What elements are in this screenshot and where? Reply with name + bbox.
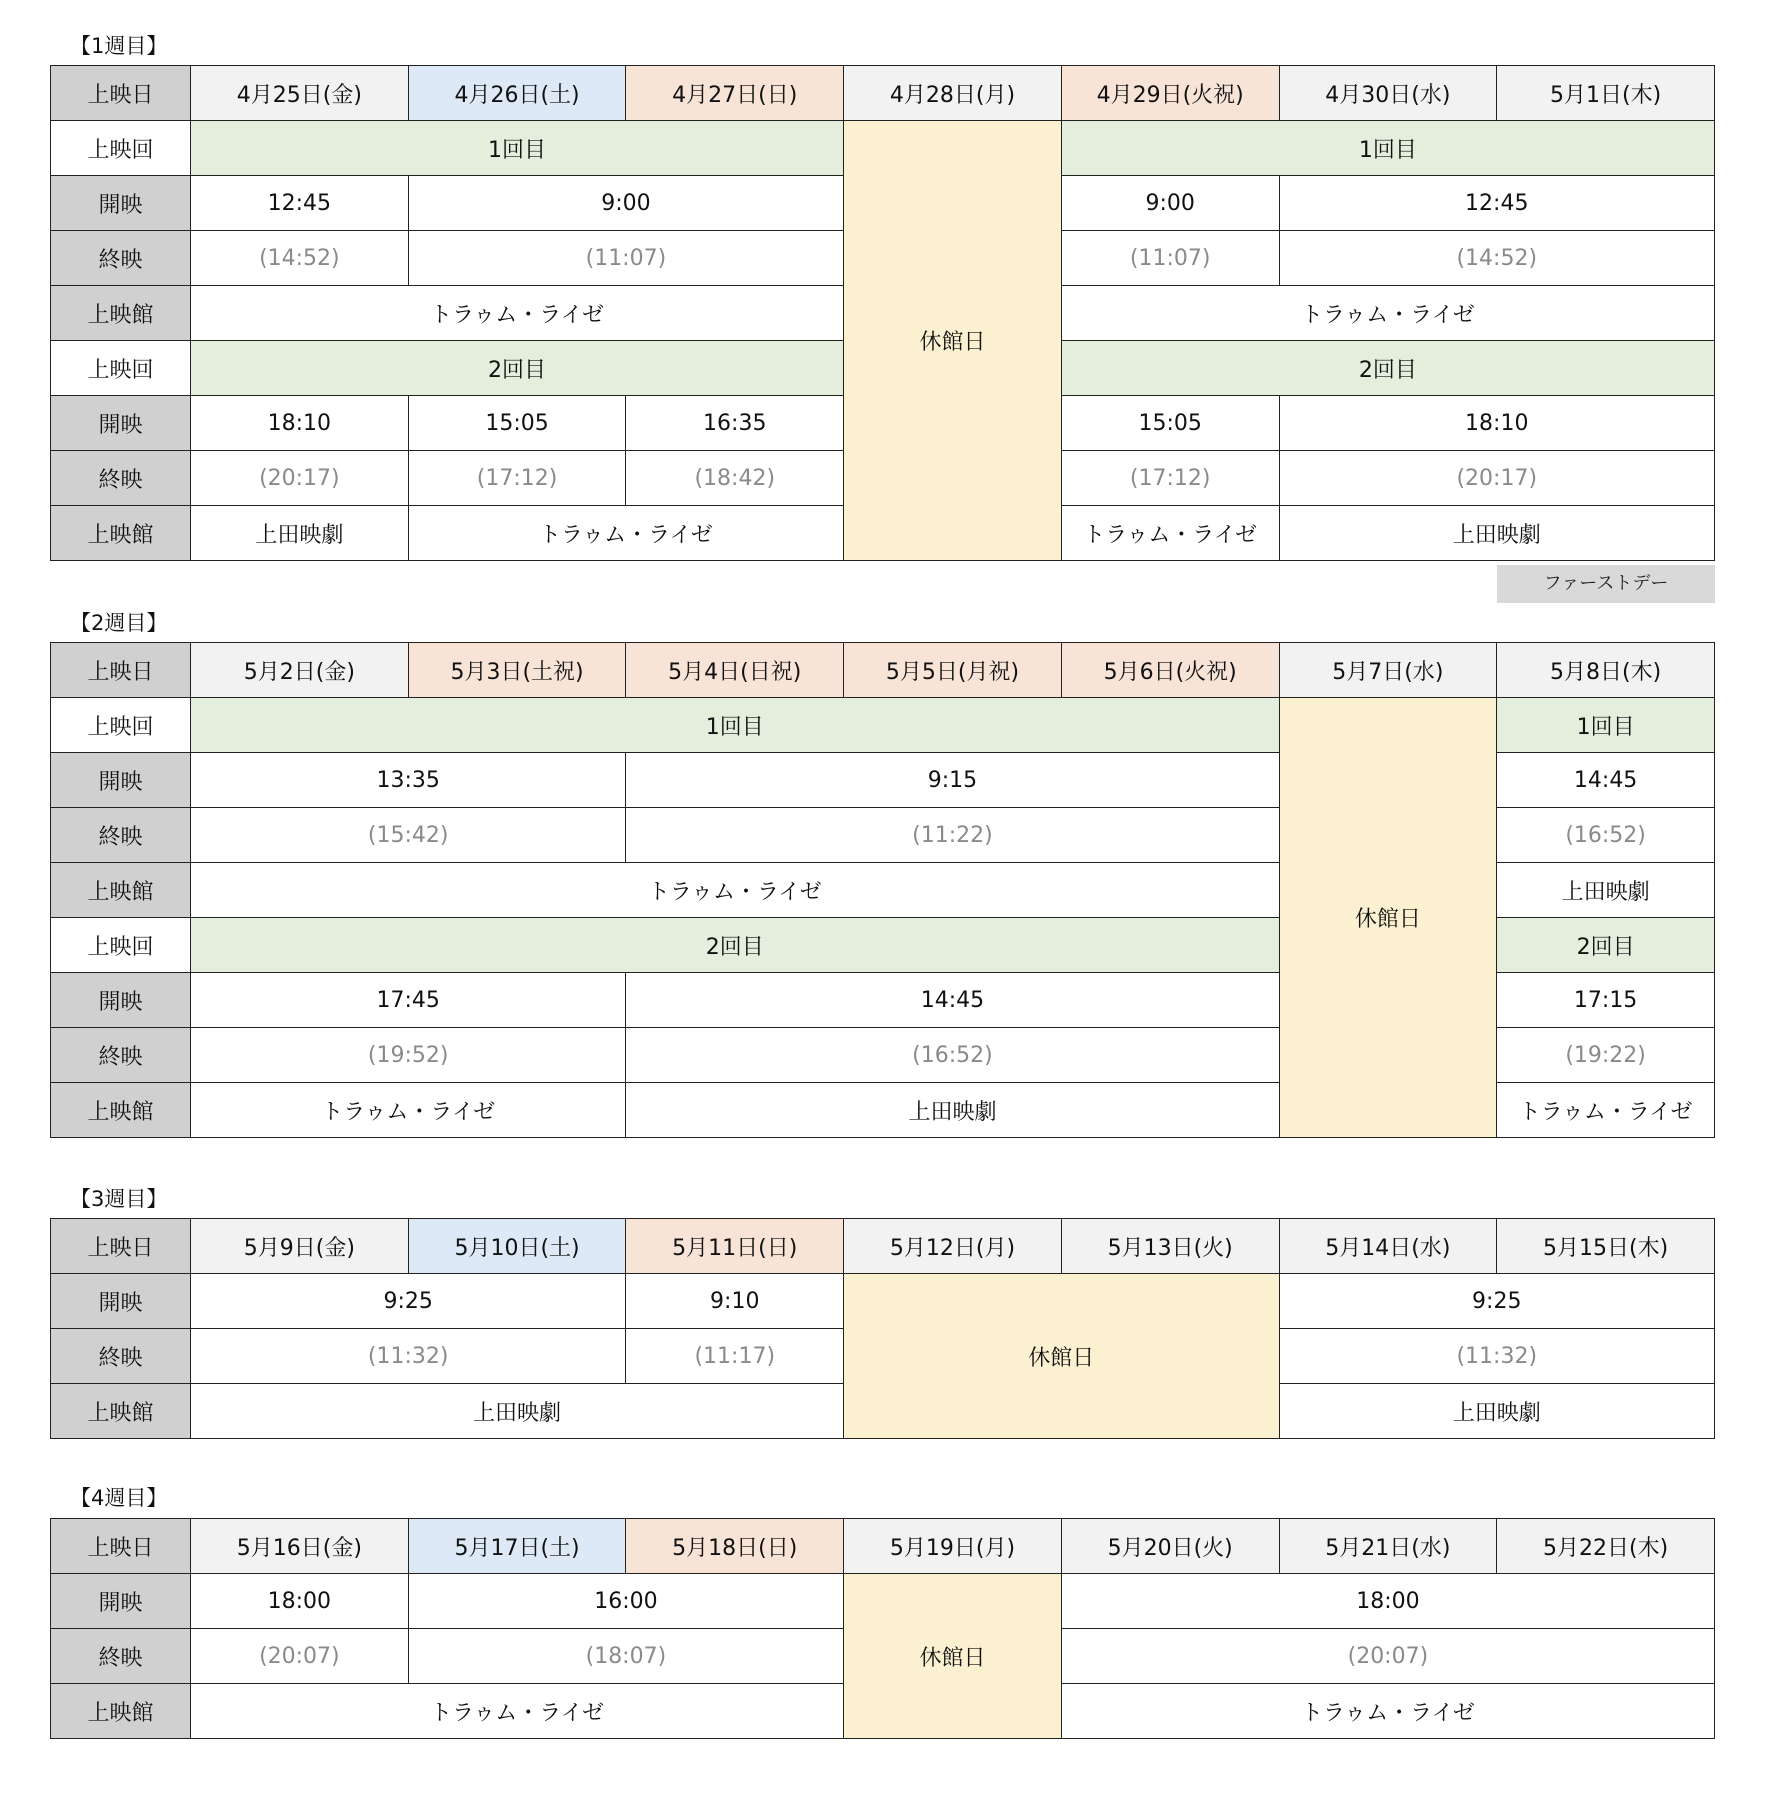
date-cell: 4月30日(水) bbox=[1279, 66, 1497, 121]
end-row-label: 終映 bbox=[51, 1629, 191, 1684]
closed-day-cell: 休館日 bbox=[844, 1574, 1062, 1739]
end-time-cell: (15:42) bbox=[191, 808, 626, 863]
date-cell: 4月26日(土) bbox=[408, 66, 626, 121]
date-cell: 5月9日(金) bbox=[191, 1219, 409, 1274]
start-time-cell: 18:10 bbox=[1279, 396, 1714, 451]
start-time-cell: 16:35 bbox=[626, 396, 844, 451]
showing-row-label: 上映回 bbox=[51, 918, 191, 973]
venue-row-label: 上映館 bbox=[51, 1083, 191, 1138]
end-time-cell: (16:52) bbox=[626, 1028, 1279, 1083]
showing-cell: 2回目 bbox=[1061, 341, 1714, 396]
start-time-cell: 9:10 bbox=[626, 1274, 844, 1329]
start-row-label: 開映 bbox=[51, 1574, 191, 1629]
date-cell: 5月12日(月) bbox=[844, 1219, 1062, 1274]
venue-row-label: 上映館 bbox=[51, 286, 191, 341]
end-time-cell: (14:52) bbox=[191, 231, 409, 286]
start-time-cell: 17:45 bbox=[191, 973, 626, 1028]
start-time-cell: 17:15 bbox=[1497, 973, 1715, 1028]
venue-cell: トラゥム・ライゼ bbox=[191, 863, 1280, 918]
date-cell: 5月18日(日) bbox=[626, 1519, 844, 1574]
start-time-cell: 12:45 bbox=[1279, 176, 1714, 231]
end-time-cell: (11:17) bbox=[626, 1329, 844, 1384]
start-time-cell: 9:00 bbox=[1061, 176, 1279, 231]
week-1-title: 【1週目】 bbox=[70, 34, 168, 58]
end-time-cell: (16:52) bbox=[1497, 808, 1715, 863]
date-cell: 5月7日(水) bbox=[1279, 643, 1497, 698]
closed-day-cell: 休館日 bbox=[844, 1274, 1279, 1439]
week-1-schedule-table bbox=[50, 65, 1715, 561]
start-row-label: 開映 bbox=[51, 1274, 191, 1329]
start-time-cell: 18:10 bbox=[191, 396, 409, 451]
end-time-cell: (17:12) bbox=[408, 451, 626, 506]
date-cell: 5月22日(木) bbox=[1497, 1519, 1715, 1574]
date-cell: 4月29日(火祝) bbox=[1061, 66, 1279, 121]
date-cell: 5月11日(日) bbox=[626, 1219, 844, 1274]
start-time-cell: 16:00 bbox=[408, 1574, 843, 1629]
end-time-cell: (11:22) bbox=[626, 808, 1279, 863]
date-row bbox=[51, 66, 1715, 121]
date-cell: 5月21日(水) bbox=[1279, 1519, 1497, 1574]
week-3-title: 【3週目】 bbox=[70, 1187, 168, 1211]
venue-cell: トラゥム・ライゼ bbox=[1061, 286, 1714, 341]
week-2-schedule-table bbox=[50, 642, 1715, 1138]
showing-row-label: 上映回 bbox=[51, 698, 191, 753]
date-cell: 4月28日(月) bbox=[844, 66, 1062, 121]
start-row-label: 開映 bbox=[51, 176, 191, 231]
date-cell: 5月6日(火祝) bbox=[1061, 643, 1279, 698]
date-cell: 5月3日(土祝) bbox=[408, 643, 626, 698]
showing-cell: 2回目 bbox=[1497, 918, 1715, 973]
venue-cell: 上田映劇 bbox=[191, 506, 409, 561]
date-row-label: 上映日 bbox=[51, 1519, 191, 1574]
date-cell: 5月14日(水) bbox=[1279, 1219, 1497, 1274]
end-time-cell: (11:32) bbox=[191, 1329, 626, 1384]
date-row-label: 上映日 bbox=[51, 1219, 191, 1274]
venue-cell: トラゥム・ライゼ bbox=[1497, 1083, 1715, 1138]
showing-row-label: 上映回 bbox=[51, 341, 191, 396]
venue-cell: トラゥム・ライゼ bbox=[191, 1083, 626, 1138]
start-time-cell: 14:45 bbox=[1497, 753, 1715, 808]
venue-cell: トラゥム・ライゼ bbox=[408, 506, 843, 561]
venue-row-label: 上映館 bbox=[51, 863, 191, 918]
end-time-cell: (20:17) bbox=[191, 451, 409, 506]
date-cell: 5月16日(金) bbox=[191, 1519, 409, 1574]
date-cell: 4月27日(日) bbox=[626, 66, 844, 121]
start-time-cell: 15:05 bbox=[1061, 396, 1279, 451]
venue-cell: 上田映劇 bbox=[191, 1384, 844, 1439]
start-time-cell: 9:15 bbox=[626, 753, 1279, 808]
date-cell: 5月13日(火) bbox=[1061, 1219, 1279, 1274]
start-time-cell: 12:45 bbox=[191, 176, 409, 231]
venue-cell: 上田映劇 bbox=[1497, 863, 1715, 918]
date-row bbox=[51, 643, 1715, 698]
start-time-cell: 18:00 bbox=[1061, 1574, 1714, 1629]
showing-cell: 1回目 bbox=[1497, 698, 1715, 753]
end-time-cell: (14:52) bbox=[1279, 231, 1714, 286]
end-time-cell: (19:22) bbox=[1497, 1028, 1715, 1083]
end-time-cell: (20:07) bbox=[191, 1629, 409, 1684]
venue-row-label: 上映館 bbox=[51, 1384, 191, 1439]
date-cell: 5月10日(土) bbox=[408, 1219, 626, 1274]
end-time-cell: (20:17) bbox=[1279, 451, 1714, 506]
venue-cell: 上田映劇 bbox=[626, 1083, 1279, 1138]
date-cell: 5月4日(日祝) bbox=[626, 643, 844, 698]
showing-row bbox=[51, 698, 1715, 753]
date-cell: 5月19日(月) bbox=[844, 1519, 1062, 1574]
venue-cell: トラゥム・ライゼ bbox=[191, 286, 844, 341]
end-row-label: 終映 bbox=[51, 808, 191, 863]
start-row-label: 開映 bbox=[51, 753, 191, 808]
start-time-cell: 9:25 bbox=[191, 1274, 626, 1329]
week-3-schedule-table bbox=[50, 1218, 1715, 1439]
showing-row bbox=[51, 121, 1715, 176]
end-row-label: 終映 bbox=[51, 1028, 191, 1083]
start-time-cell: 13:35 bbox=[191, 753, 626, 808]
venue-row-label: 上映館 bbox=[51, 1684, 191, 1739]
venue-cell: トラゥム・ライゼ bbox=[1061, 506, 1279, 561]
date-row-label: 上映日 bbox=[51, 66, 191, 121]
start-row bbox=[51, 1274, 1715, 1329]
week-2-title: 【2週目】 bbox=[70, 611, 168, 635]
start-time-cell: 14:45 bbox=[626, 973, 1279, 1028]
showing-cell: 1回目 bbox=[191, 698, 1280, 753]
closed-day-cell: 休館日 bbox=[1279, 698, 1497, 1138]
end-row-label: 終映 bbox=[51, 1329, 191, 1384]
date-cell: 5月20日(火) bbox=[1061, 1519, 1279, 1574]
showing-row-label: 上映回 bbox=[51, 121, 191, 176]
showing-cell: 2回目 bbox=[191, 918, 1280, 973]
start-time-cell: 9:25 bbox=[1279, 1274, 1714, 1329]
venue-cell: トラゥム・ライゼ bbox=[1061, 1684, 1714, 1739]
start-row-label: 開映 bbox=[51, 973, 191, 1028]
date-cell: 5月8日(木) bbox=[1497, 643, 1715, 698]
date-cell: 5月1日(木) bbox=[1497, 66, 1715, 121]
date-cell: 5月5日(月祝) bbox=[844, 643, 1062, 698]
start-row-label: 開映 bbox=[51, 396, 191, 451]
date-cell: 5月2日(金) bbox=[191, 643, 409, 698]
end-time-cell: (17:12) bbox=[1061, 451, 1279, 506]
venue-cell: 上田映劇 bbox=[1279, 506, 1714, 561]
end-time-cell: (20:07) bbox=[1061, 1629, 1714, 1684]
start-row bbox=[51, 1574, 1715, 1629]
showing-cell: 2回目 bbox=[191, 341, 844, 396]
end-time-cell: (19:52) bbox=[191, 1028, 626, 1083]
date-row bbox=[51, 1219, 1715, 1274]
end-row-label: 終映 bbox=[51, 451, 191, 506]
start-time-cell: 15:05 bbox=[408, 396, 626, 451]
end-time-cell: (11:07) bbox=[1061, 231, 1279, 286]
end-row-label: 終映 bbox=[51, 231, 191, 286]
closed-day-cell: 休館日 bbox=[844, 121, 1062, 561]
end-time-cell: (18:42) bbox=[626, 451, 844, 506]
date-cell: 5月15日(木) bbox=[1497, 1219, 1715, 1274]
week-4-title: 【4週目】 bbox=[70, 1486, 168, 1510]
showing-cell: 1回目 bbox=[1061, 121, 1714, 176]
showing-cell: 1回目 bbox=[191, 121, 844, 176]
start-time-cell: 18:00 bbox=[191, 1574, 409, 1629]
first-day-badge: ファーストデー bbox=[1497, 565, 1715, 603]
date-row bbox=[51, 1519, 1715, 1574]
date-cell: 4月25日(金) bbox=[191, 66, 409, 121]
start-time-cell: 9:00 bbox=[408, 176, 843, 231]
date-row-label: 上映日 bbox=[51, 643, 191, 698]
end-time-cell: (18:07) bbox=[408, 1629, 843, 1684]
venue-cell: 上田映劇 bbox=[1279, 1384, 1714, 1439]
week-4-schedule-table bbox=[50, 1518, 1715, 1739]
end-time-cell: (11:32) bbox=[1279, 1329, 1714, 1384]
venue-row-label: 上映館 bbox=[51, 506, 191, 561]
end-time-cell: (11:07) bbox=[408, 231, 843, 286]
date-cell: 5月17日(土) bbox=[408, 1519, 626, 1574]
venue-cell: トラゥム・ライゼ bbox=[191, 1684, 844, 1739]
